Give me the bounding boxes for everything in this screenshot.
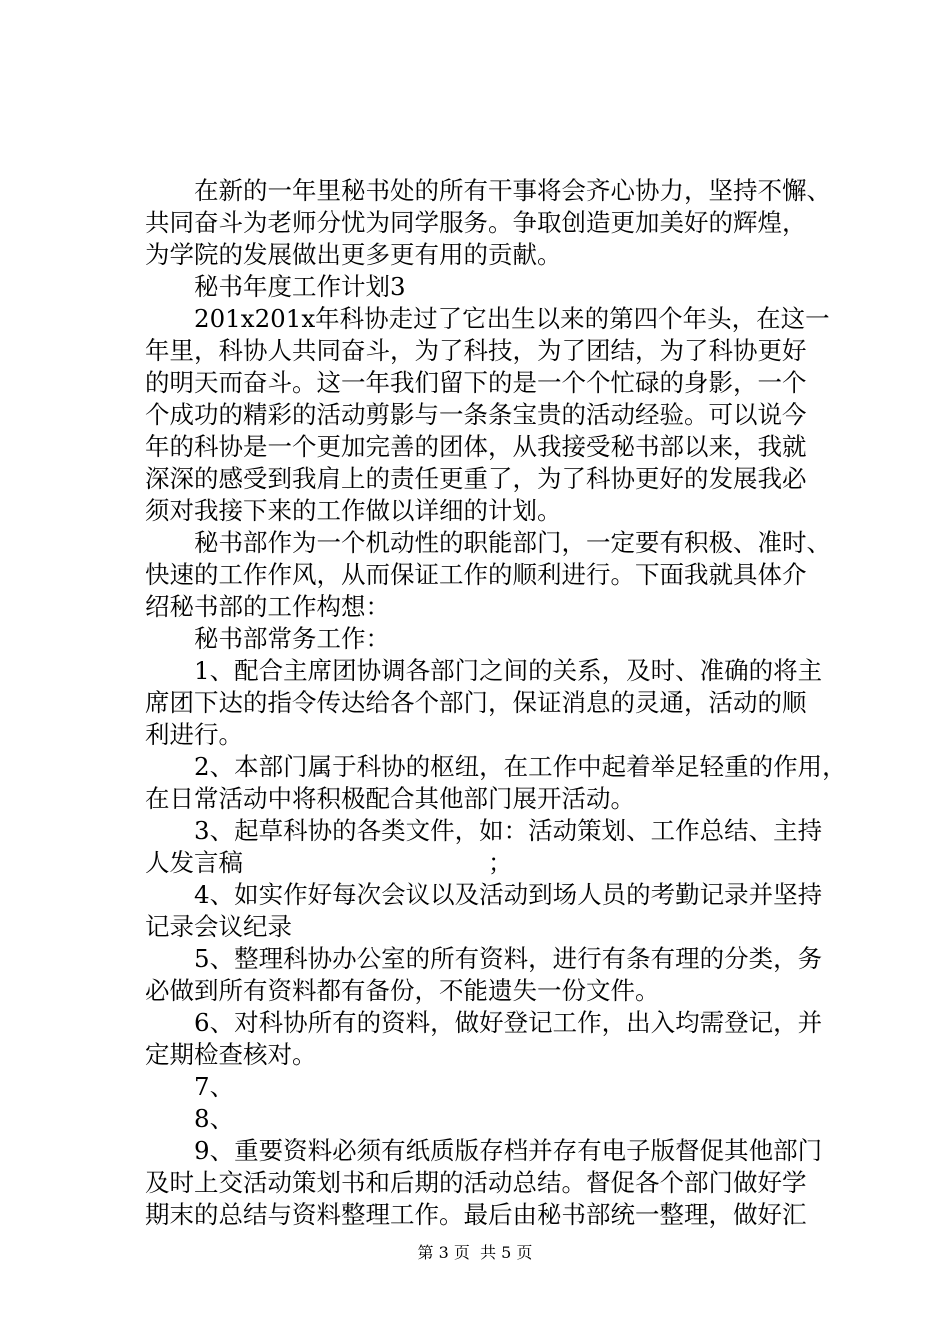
text-line: 深深的感受到我肩上的责任更重了，为了科协更好的发展我必 xyxy=(145,464,807,493)
text-line: 席团下达的指令传达给各个部门，保证消息的灵通，活动的顺 xyxy=(145,688,807,717)
list-item: 1、配合主席团协调各部门之间的关系，及时、准确的将主 xyxy=(145,656,823,685)
list-item: 6、对科协所有的资料，做好登记工作，出入均需登记，并 xyxy=(145,1008,823,1037)
text-line: 201x201x年科协走过了它出生以来的第四个年头，在这一 xyxy=(145,304,830,333)
list-item: 8、 xyxy=(145,1104,235,1133)
text-line: 秘书部常务工作： xyxy=(145,624,390,653)
page-number-footer: 第 3 页 共 5 页 xyxy=(417,1243,533,1262)
list-item: 5、整理科协办公室的所有资料，进行有条有理的分类，务 xyxy=(145,944,823,973)
text-line: 共同奋斗为老师分忧为同学服务。争取创造更加美好的辉煌， xyxy=(145,208,807,237)
list-item: 3、起草科协的各类文件，如：活动策划、工作总结、主持 xyxy=(145,816,823,845)
text-line: 及时上交活动策划书和后期的活动总结。督促各个部门做好学 xyxy=(145,1168,807,1197)
text-line: 必做到所有资料都有备份，不能遗失一份文件。 xyxy=(145,976,660,1005)
text-line: 年的科协是一个更加完善的团体，从我接受秘书部以来，我就 xyxy=(145,432,807,461)
text-line: 人发言稿 ； xyxy=(145,848,513,877)
text-line: 年里，科协人共同奋斗，为了科技，为了团结，为了科协更好 xyxy=(145,336,807,365)
text-line: 个成功的精彩的活动剪影与一条条宝贵的活动经验。可以说今 xyxy=(145,400,807,429)
text-line: 记录会议纪录 xyxy=(145,912,292,941)
text-line: 在新的一年里秘书处的所有干事将会齐心协力，坚持不懈、 xyxy=(145,176,831,205)
section-heading: 秘书年度工作计划3 xyxy=(145,272,406,301)
text-line: 利进行。 xyxy=(145,720,243,749)
text-line: 为学院的发展做出更多更有用的贡献。 xyxy=(145,240,562,269)
text-line: 快速的工作作风，从而保证工作的顺利进行。下面我就具体介 xyxy=(145,560,807,589)
text-line: 的明天而奋斗。这一年我们留下的是一个个忙碌的身影，一个 xyxy=(145,368,807,397)
text-line: 定期检查核对。 xyxy=(145,1040,317,1069)
text-line: 在日常活动中将积极配合其他部门展开活动。 xyxy=(145,784,635,813)
text-line: 期末的总结与资料整理工作。最后由秘书部统一整理，做好汇 xyxy=(145,1200,807,1229)
list-item: 9、重要资料必须有纸质版存档并存有电子版督促其他部门 xyxy=(145,1136,823,1165)
list-item: 4、如实作好每次会议以及活动到场人员的考勤记录并坚持 xyxy=(145,880,823,909)
list-item: 2、本部门属于科协的枢纽，在工作中起着举足轻重的作用， xyxy=(145,752,847,781)
list-item: 7、 xyxy=(145,1072,235,1101)
text-line: 秘书部作为一个机动性的职能部门，一定要有积极、准时、 xyxy=(145,528,831,557)
text-line: 绍秘书部的工作构想： xyxy=(145,592,390,621)
text-line: 须对我接下来的工作做以详细的计划。 xyxy=(145,496,562,525)
